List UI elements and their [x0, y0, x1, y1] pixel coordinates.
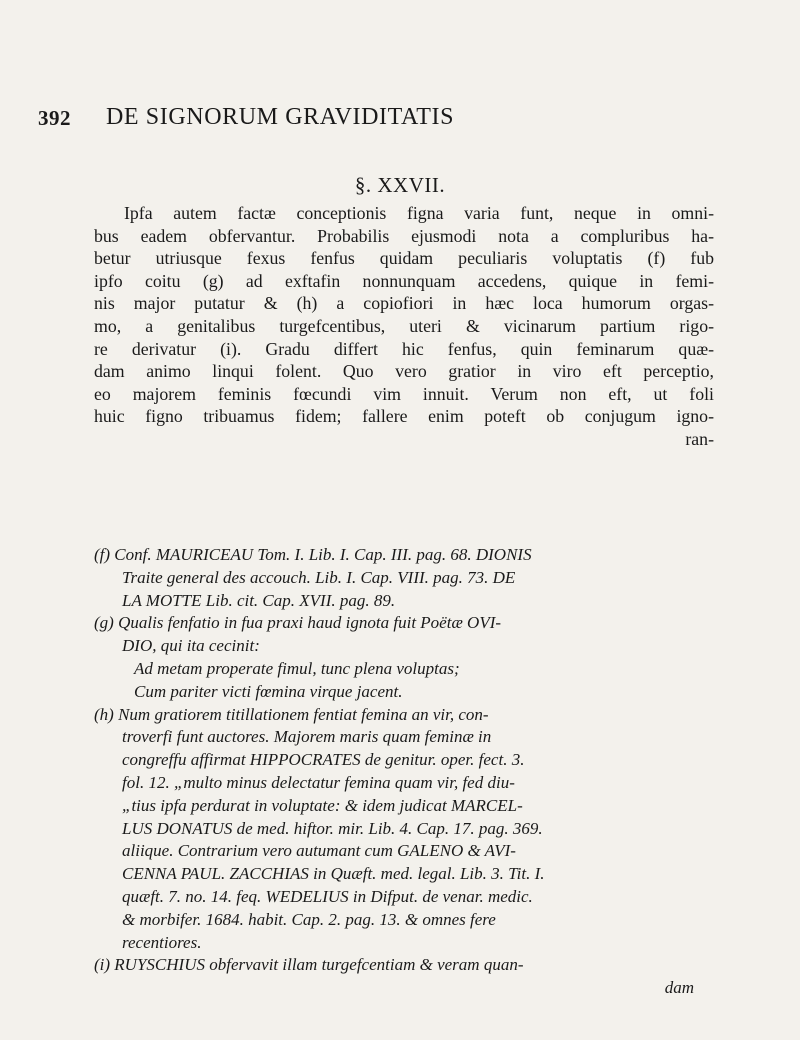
- footnote-line: (g) Qualis fenfatio in fua praxi haud ignota fuit Poëtæ OVI-: [94, 613, 502, 633]
- footnote-line: congreffu affirmat HIPPOCRATES de genitur. oper. fect. 3.: [122, 750, 525, 770]
- paragraph-line: bus eadem obfervantur. Probabilis ejusmodi nota a compluribus ha-: [94, 225, 714, 246]
- paragraph-line: Ipfa autem factæ conceptionis figna varia funt, neque in omni-: [124, 203, 714, 223]
- footnote-line: (f) Conf. MAURICEAU Tom. I. Lib. I. Cap. III. pag. 68. DIONIS: [94, 545, 532, 564]
- paragraph-line: re derivatur (i). Gradu differt hic fenfus, quin feminarum quæ-: [94, 338, 714, 359]
- section-heading: §. XXVII.: [354, 173, 446, 197]
- page-header: [38, 104, 718, 134]
- paragraph-line: nis major putatur & (h) a copiofiori in hæc loca humorum orgas-: [94, 293, 714, 314]
- running-title: DE SIGNORUM GRAVIDITATIS: [106, 104, 455, 130]
- main-paragraph: [94, 202, 714, 451]
- catchword: dam: [664, 978, 694, 998]
- footnote-line: recentiores.: [122, 932, 202, 952]
- footnote-line: quæft. 7. no. 14. feq. WEDELIUS in Difput. de venar. medic.: [122, 886, 533, 906]
- verse-line: Cum pariter victi fœmina virque jacent.: [134, 681, 403, 701]
- footnote-line: CENNA PAUL. ZACCHIAS in Quæft. med. legal. Lib. 3. Tit. I.: [122, 864, 545, 884]
- footnote-line: fol. 12. „multo minus delectatur femina quam vir, fed diu-: [122, 772, 515, 792]
- paragraph-line: mo, a genitalibus turgefcentibus, uteri & vicinarum partium rigo-: [94, 315, 714, 336]
- footnote-line: troverfi funt auctores. Majorem maris quam feminæ in: [122, 727, 492, 747]
- footnote-line: Traite general des accouch. Lib. I. Cap. VIII. pag. 73. DE: [122, 567, 516, 587]
- footnote-line: DIO, qui ita cecinit:: [122, 636, 260, 656]
- paragraph-line: dam animo linqui folent. Quo vero gratior in viro eft perceptio,: [94, 361, 714, 382]
- footnote-line: LUS DONATUS de med. hiftor. mir. Lib. 4. Cap. 17. pag. 369.: [122, 818, 543, 838]
- paragraph-line: huic figno tribuamus fidem; fallere enim poteft ob conjugum igno-: [94, 406, 714, 427]
- catchword: ran-: [685, 428, 714, 449]
- page-number: 392: [38, 106, 71, 130]
- footnote-line: (h) Num gratiorem titillationem fentiat femina an vir, con-: [94, 704, 489, 724]
- footnote-line: & morbifer. 1684. habit. Cap. 2. pag. 13. & omnes fere: [122, 909, 496, 929]
- footnotes: [94, 544, 714, 1000]
- footnote-line: „tius ipfa perdurat in voluptate: & idem judicat MARCEL-: [122, 795, 523, 815]
- paragraph-line: betur utriusque fexus fenfus quidam peculiaris voluptatis (f) fub: [94, 248, 714, 269]
- footnote-line: aliique. Contrarium vero autumant cum GALENO & AVI-: [122, 841, 516, 861]
- footnote-line: LA MOTTE Lib. cit. Cap. XVII. pag. 89.: [122, 590, 396, 610]
- footnote-line: (i) RUYSCHIUS obfervavit illam turgefcentiam & veram quan-: [94, 955, 524, 975]
- paragraph-line: ipfo coitu (g) ad exftafin nonnunquam accedens, quique in femi-: [94, 270, 714, 291]
- paragraph-line: eo majorem feminis fœcundi vim innuit. Verum non eft, ut foli: [94, 383, 714, 404]
- verse-line: Ad metam properate fimul, tunc plena voluptas;: [134, 658, 460, 678]
